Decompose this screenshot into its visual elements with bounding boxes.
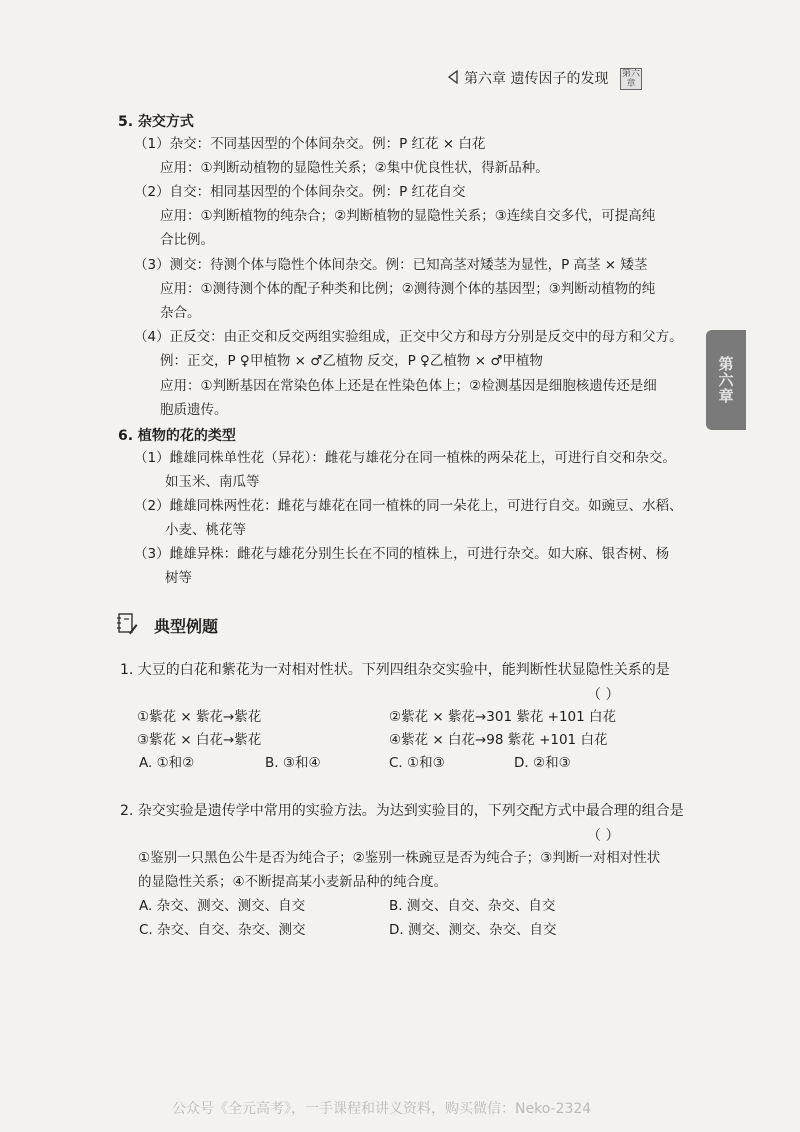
sec6-item-3-line2: 树等 (165, 570, 192, 586)
notebook-pencil-icon (116, 612, 138, 636)
sec6-item-2-line1: （2）雌雄同株两性花：雌花与雄花在同一植株的同一朵花上，可进行自交。如豌豆、水稻、 (134, 498, 683, 514)
q1-option-a: A. ①和② (139, 755, 195, 771)
sec5-item-1: （1）杂交：不同基因型的个体间杂交。例：P 红花 × 白花 (134, 136, 486, 152)
question-2-answer-blank: （ ） (587, 828, 620, 844)
q2-option-d: D. 测交、测交、杂交、自交 (389, 922, 557, 938)
sec5-item-4-example: 例：正交，P ♀甲植物 × ♂乙植物 反交，P ♀乙植物 × ♂甲植物 (160, 353, 543, 369)
sec5-item-2-application-line2: 合比例。 (160, 232, 214, 248)
q1-statement-3: ③紫花 × 白花→紫花 (137, 732, 262, 748)
sec5-item-3-application-line2: 杂合。 (160, 305, 201, 321)
section-6-title: 6. 植物的花的类型 (118, 428, 236, 444)
chapter-side-tab: 第六章 (706, 330, 746, 430)
typical-examples-title: 典型例题 (154, 617, 219, 636)
q2-option-a: A. 杂交、测交、测交、自交 (139, 898, 306, 914)
q1-statement-2: ②紫花 × 紫花→301 紫花 +101 白花 (389, 709, 617, 725)
sec5-item-4: （4）正反交：由正交和反交两组实验组成，正交中父方和母方分别是反交中的母方和父方。 (134, 329, 683, 345)
q1-option-d: D. ②和③ (514, 755, 571, 771)
question-1-stem: 1. 大豆的白花和紫花为一对相对性状。下列四组杂交实验中，能判断性状显隐性关系的是 (120, 662, 670, 678)
footer-watermark: 公众号《全元高考》，一手课程和讲义资料，购买微信：Neko-2324 (172, 1101, 592, 1117)
chapter-stamp-logo: 第六章 (621, 69, 640, 89)
question-2-stem: 2. 杂交实验是遗传学中常用的实验方法。为达到实验目的，下列交配方式中最合理的组合是 (120, 803, 684, 819)
q1-option-c: C. ①和③ (389, 755, 445, 771)
sec5-item-4-application-line1: 应用：①判断基因在常染色体上还是在性染色体上；②检测基因是细胞核遗传还是细 (160, 378, 657, 394)
q1-option-b: B. ③和④ (265, 755, 321, 771)
question-1-answer-blank: （ ） (587, 687, 620, 703)
sec6-item-3-line1: （3）雌雄异株：雌花与雄花分别生长在不同的植株上，可进行杂交。如大麻、银杏树、杨 (134, 546, 670, 562)
q2-statement-line2: 的显隐性关系；④不断提高某小麦新品种的纯合度。 (138, 874, 448, 890)
q1-statement-1: ①紫花 × 紫花→紫花 (137, 709, 262, 725)
q1-statement-4: ④紫花 × 白花→98 紫花 +101 白花 (389, 732, 608, 748)
sec5-item-3-application-line1: 应用：①测待测个体的配子种类和比例；②测待测个体的基因型；③判断动植物的纯 (160, 281, 656, 297)
q2-option-c: C. 杂交、自交、杂交、测交 (139, 922, 306, 938)
sec5-item-4-application-line2: 胞质遗传。 (160, 402, 228, 418)
sec5-item-1-application: 应用：①判断动植物的显隐性关系；②集中优良性状，得新品种。 (160, 160, 549, 176)
sec5-item-2-application-line1: 应用：①判断植物的纯杂合；②判断植物的显隐性关系；③连续自交多代，可提高纯 (160, 208, 656, 224)
section-5-title: 5. 杂交方式 (118, 114, 194, 130)
sec6-item-2-line2: 小麦、桃花等 (165, 522, 246, 538)
left-triangle-icon (447, 70, 459, 84)
sec5-item-2: （2）自交：相同基因型的个体间杂交。例：P 红花自交 (134, 184, 466, 200)
q2-option-b: B. 测交、自交、杂交、自交 (389, 898, 556, 914)
q2-statement-line1: ①鉴别一只黑色公牛是否为纯合子；②鉴别一株豌豆是否为纯合子；③判断一对相对性状 (138, 850, 661, 866)
sec6-item-1-line1: （1）雌雄同株单性花（异花）：雌花与雄花分在同一植株的两朵花上，可进行自交和杂交。 (134, 450, 676, 466)
sec6-item-1-line2: 如玉米、南瓜等 (165, 474, 260, 490)
chapter-header: 第六章 遗传因子的发现 (464, 71, 609, 87)
sec5-item-3: （3）测交：待测个体与隐性个体间杂交。例：已知高茎对矮茎为显性，P 高茎 × 矮茎 (134, 257, 648, 273)
